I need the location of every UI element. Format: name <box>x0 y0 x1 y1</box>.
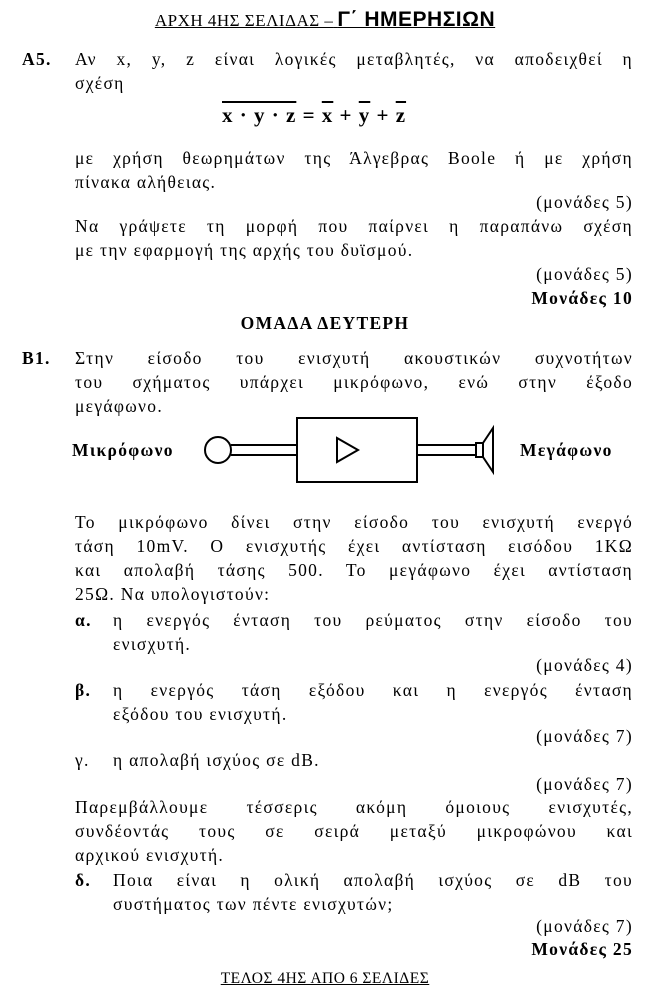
formula-eq: = <box>302 103 316 127</box>
marks-beta: (μονάδες 7) <box>536 726 633 746</box>
marks-alpha: (μονάδες 4) <box>536 655 633 675</box>
b1-line3: μεγάφωνο. <box>75 396 163 416</box>
formula-plus2: + <box>376 103 390 127</box>
formula-z: $\overline{z}$ <box>395 103 407 127</box>
a5-number: Α5. <box>22 49 52 69</box>
b1-p2: τάση 10mV. Ο ενισχυτής έχει αντίσταση εισόδου 1ΚΩ <box>75 536 633 556</box>
delta-label: δ. <box>75 870 92 890</box>
b1-line1: Στην είσοδο του ενισχυτή ακουστικών συχνοτήτων <box>75 348 633 368</box>
b1-q3: αρχικού ενισχυτή. <box>75 845 225 865</box>
header-title: Γ΄ ΗΜΕΡΗΣΙΩΝ <box>337 8 496 31</box>
a5-line5: Να γράψετε τη μορφή που παίρνει η παραπάνω σχέση <box>75 216 633 236</box>
b1-number: Β1. <box>22 348 51 368</box>
marks-gamma: (μονάδες 7) <box>536 774 633 794</box>
a5-line3: με χρήση θεωρημάτων της Άλγεβρας Boole ή με χρήση <box>75 148 633 168</box>
a5-marks1: (μονάδες 5) <box>536 192 633 212</box>
b1-p3: και απολαβή τάσης 500. Το μεγάφωνο έχει αντίσταση <box>75 560 633 580</box>
b1-total: Μονάδες 25 <box>531 939 633 959</box>
b1-p4: 25Ω. Να υπολογιστούν: <box>75 584 271 604</box>
alpha-line2: ενισχυτή. <box>113 634 192 654</box>
alpha-line1: η ενεργός ένταση του ρεύματος στην είσοδο του <box>113 610 633 630</box>
b1-p1: Το μικρόφωνο δίνει στην είσοδο του ενισχυτή ενεργό <box>75 512 633 532</box>
formula-y: $\overline{y}$ <box>358 103 371 127</box>
speaker-icon <box>476 428 493 472</box>
b1-q1: Παρεμβάλλουμε τέσσερις ακόμη όμοιους ενισχυτές, <box>75 797 633 817</box>
mic-label: Μικρόφωνο <box>72 440 174 460</box>
formula-lhs: x · y · z <box>222 103 297 127</box>
boole-formula <box>222 103 406 128</box>
amplifier-diagram <box>195 412 500 490</box>
formula-plus1: + <box>339 103 353 127</box>
a5-marks2: (μονάδες 5) <box>536 264 633 284</box>
marks-delta: (μονάδες 7) <box>536 916 633 936</box>
a5-line4: πίνακα αλήθειας. <box>75 172 217 192</box>
a5-line6: με την εφαρμογή της αρχής του δυϊσμού. <box>75 240 414 260</box>
microphone-icon <box>205 437 231 463</box>
page-footer: ΤΕΛΟΣ 4ΗΣ ΑΠΟ 6 ΣΕΛΙΔΕΣ <box>220 970 430 987</box>
b1-q2: συνδέοντάς τους σε σειρά μεταξύ μικροφώνου και <box>75 821 633 841</box>
a5-total: Μονάδες 10 <box>531 288 633 308</box>
delta-line1: Ποια είναι η ολική απολαβή ισχύος σε dB του <box>113 870 633 890</box>
header-prefix: ΑΡΧΗ 4ΗΣ ΣΕΛΙΔΑΣ – <box>154 11 334 30</box>
formula-x: $\overline{x}$ <box>321 103 334 127</box>
amplifier-triangle-icon <box>337 438 358 462</box>
a5-line2: σχέση <box>75 73 125 93</box>
speaker-label: Μεγάφωνο <box>520 440 613 460</box>
alpha-label: α. <box>75 610 92 630</box>
gamma-line1: η απολαβή ισχύος σε dB. <box>113 750 320 770</box>
delta-line2: συστήματος των πέντε ενισχυτών; <box>113 894 394 914</box>
page-header <box>0 8 650 32</box>
b1-line2: του σχήματος υπάρχει μικρόφωνο, ενώ στην έξοδο <box>75 372 633 392</box>
beta-label: β. <box>75 680 92 700</box>
a5-line1: Αν x, y, z είναι λογικές μεταβλητές, να αποδειχθεί η <box>75 49 633 69</box>
group-title: ΟΜΑΔΑ ΔΕΥΤΕΡΗ <box>240 313 410 333</box>
beta-line2: εξόδου του ενισχυτή. <box>113 704 288 724</box>
gamma-label: γ. <box>75 750 90 770</box>
beta-line1: η ενεργός τάση εξόδου και η ενεργός ένταση <box>113 680 633 700</box>
